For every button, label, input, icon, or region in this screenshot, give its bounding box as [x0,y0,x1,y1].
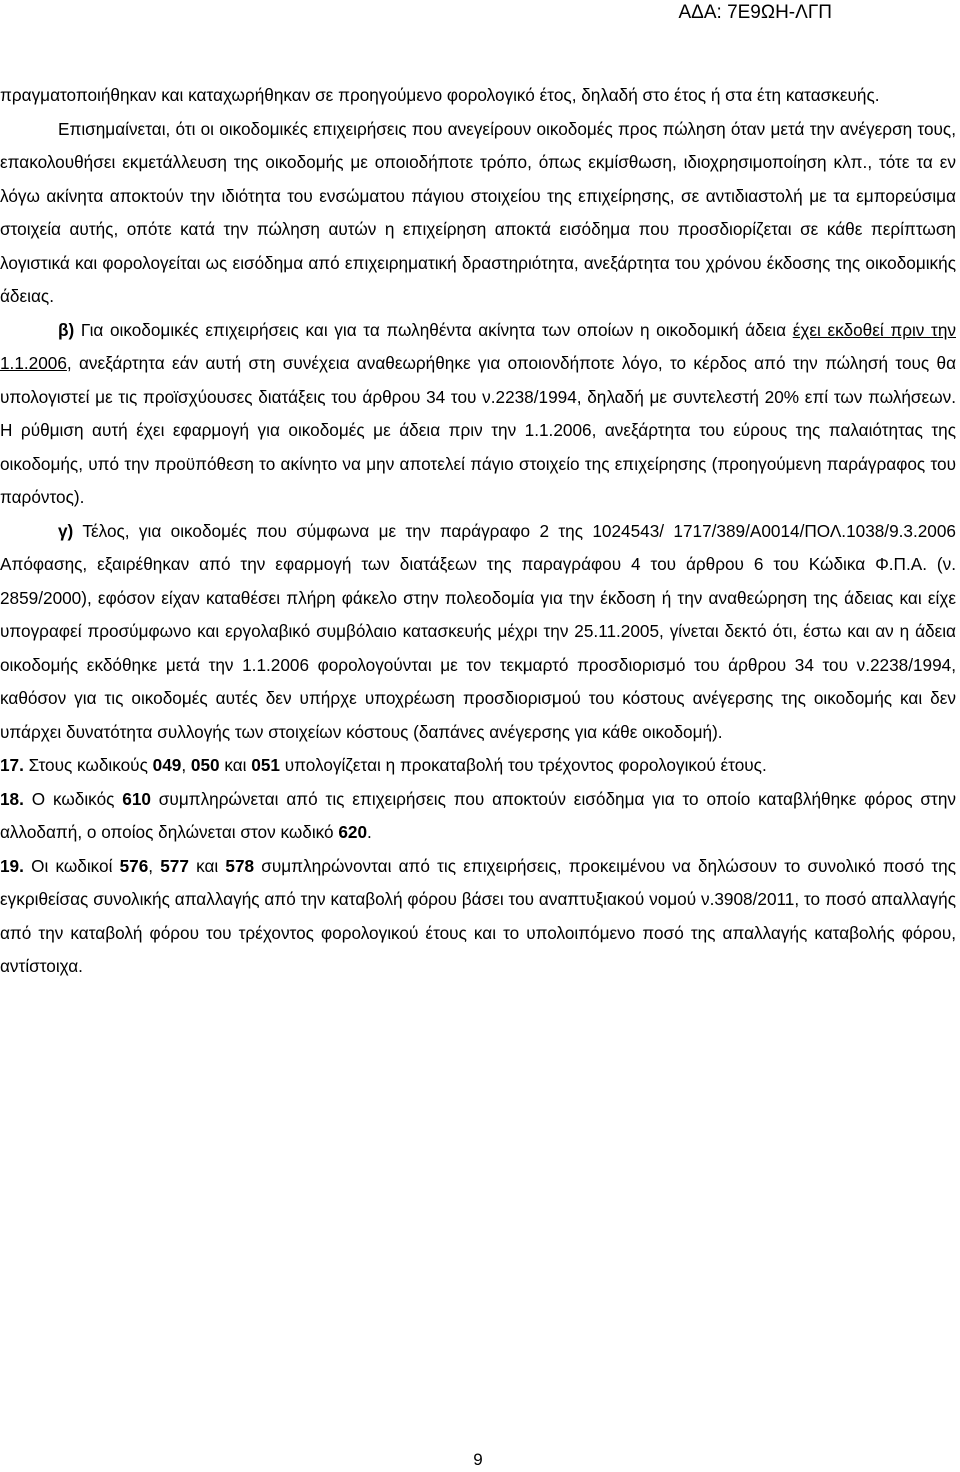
separator-text: και [219,755,252,775]
paragraph-exploitation-note [0,113,956,314]
paragraph-18 [0,783,956,850]
paragraph-beta [0,314,956,515]
separator-text: και [188,855,226,876]
paragraph-text: , ανεξάρτητα εάν αυτή στη συνέχεια αναθεωρήθηκε για οποιονδήποτε λόγο, το κέρδος από την πώλησή τους θα υπολογιστεί με τις προϊσχύουσες διατάξεις του άρθρου 34 του ν.2238/1994, δηλαδή με συντελεστή 20% επί των πωλήσεων. Η ρύθμιση αυτή έχει εφαρμογή για οικοδομές με άδεια πριν την 1.1.2006, ανεξάρτητα του εύρους της παλαιότητας της οικοδομής, υπό την προϋπόθεση το ακίνητο να μην αποτελεί πάγιο στοιχείο της επιχείρησης (προηγούμενη παράγραφος του παρόντος). [0,353,956,507]
paragraph-text: πραγματοποιήθηκαν και καταχωρήθηκαν σε προηγούμενο φορολογικό έτος, δηλαδή στο έτος ή στα έτη κατασκευής. [0,85,880,105]
separator-text: . [367,822,372,842]
item-label-gamma: γ) [58,520,74,541]
code-050: 050 [190,755,220,775]
paragraph-text: , τότε τα εν λόγω ακίνητα αποκτούν την ιδιότητα του ενσώματου πάγιου στοιχείου της επιχείρησης, σε αντιδιαστολή με τα εμπορεύσιμα στοιχεία αυτής, οπότε κατά την πώληση αυτών η επιχείρηση αποκτά εισόδημα που προσδιορίζεται σε κάθε περίπτωση λογιστικά και φορολογείται ως εισόδημα από επιχειρηματική δραστηριότητα, ανεξάρτητα του χρόνου έκδοσης της οικοδομικής άδειας. [0,152,956,306]
paragraph-text: Ο κωδικός [23,788,123,809]
code-620: 620 [338,822,368,842]
item-label-beta: β) [58,319,75,340]
item-number-18: 18. [0,788,24,809]
paragraph-19 [0,850,956,984]
paragraph-text: Τέλος, για οικοδομές που σύμφωνα με την παράγραφο 2 της 1024543/ 1717/389/Α0014/ΠΟΛ.1038/9.3.2006 Απόφασης, εξαιρέθηκαν από την εφαρμογή των διατάξεων της παραγράφου 4 του άρθρου 6 του Κώδικα Φ.Π.Α. (ν. 2859/2000), εφόσον είχαν καταθέσει πλήρη φάκελο στην πολεοδομία για την έκδοση ή την αναθεώρηση της άδειας και είχε υπογραφεί προσύμφωνο και εργολαβικό συμβόλαιο κατασκευής μέχρι την 25.11.2005, γίνεται δεκτό ότι, έστω και αν η άδεια οικοδομής εκδόθηκε μετά την 1.1.2006 φορολογούνται με τον τεκμαρτό προσδιορισμό του άρθρου 34 του ν.2238/1994, καθόσον για τις οικοδομές αυτές δεν υπήρχε υποχρέωση προσδιορισμού του κόστους ανέγερσης της οικοδομής και δεν υπάρχει δυνατότητα συλλογής των στοιχείων κόστους (δαπάνες ανέγερσης για κάθε οικοδομή). [0,520,956,742]
document-body [0,79,956,984]
code-051: 051 [251,755,280,775]
page-number: 9 [473,1450,483,1469]
underlined-text: έχει εκδοθεί πριν την 1.1.2006 [0,319,956,373]
code-610: 610 [122,788,151,809]
paragraph-continuation [0,79,956,113]
code-577: 577 [160,855,189,876]
ada-code: ΑΔΑ: 7Ε9ΩΗ-ΛΓΠ [678,2,832,23]
separator-text: , [148,855,161,876]
code-578: 578 [225,855,255,876]
paragraph-17 [0,749,956,783]
paragraph-text: συμπληρώνονται από τις επιχειρήσεις, προκειμένου να δηλώσουν το συνολικό ποσό της εγκριθείσας συνολικής απαλλαγής από την καταβολή φόρου βάσει του αναπτυξιακού νομού ν.3908/2011, το ποσό απαλλαγής από την καταβολή φόρου του τρέχοντος φορολογικού έτους και το υπολοιπόμενο ποσό της απαλλαγής καταβολής φόρου, αντίστοιχα. [0,855,956,976]
paragraph-text: Επισημαίνεται, ότι οι οικοδομικές επιχειρήσεις που ανεγείρουν οικοδομές προς πώληση όταν μετά την ανέγερση τους, επακολουθήσει εκμετάλλευση της οικοδομής με οποιοδήποτε τρόπο, όπως εκμίσθωση, ιδιοχρησιμοποίηση κλπ. [0,118,956,172]
item-number-17: 17. [0,755,24,775]
item-number-19: 19. [0,855,24,876]
paragraph-text: συμπληρώνεται από τις επιχειρήσεις που αποκτούν εισόδημα για το οποίο καταβλήθηκε φόρος στην αλλοδαπή, ο οποίος δηλώνεται στον κωδικό [0,788,956,842]
paragraph-text: Στους κωδικούς [23,755,153,775]
code-576: 576 [119,855,149,876]
paragraph-text: Οι κωδικοί [23,855,120,876]
paragraph-text: υπολογίζεται η προκαταβολή του τρέχοντος φορολογικού έτους. [279,755,767,775]
code-049: 049 [152,755,182,775]
paragraph-text: Για οικοδομικές επιχειρήσεις και για τα πωληθέντα ακίνητα των οποίων η οικοδομική άδεια [74,319,793,340]
separator-text: , [181,755,191,775]
paragraph-gamma [0,515,956,750]
